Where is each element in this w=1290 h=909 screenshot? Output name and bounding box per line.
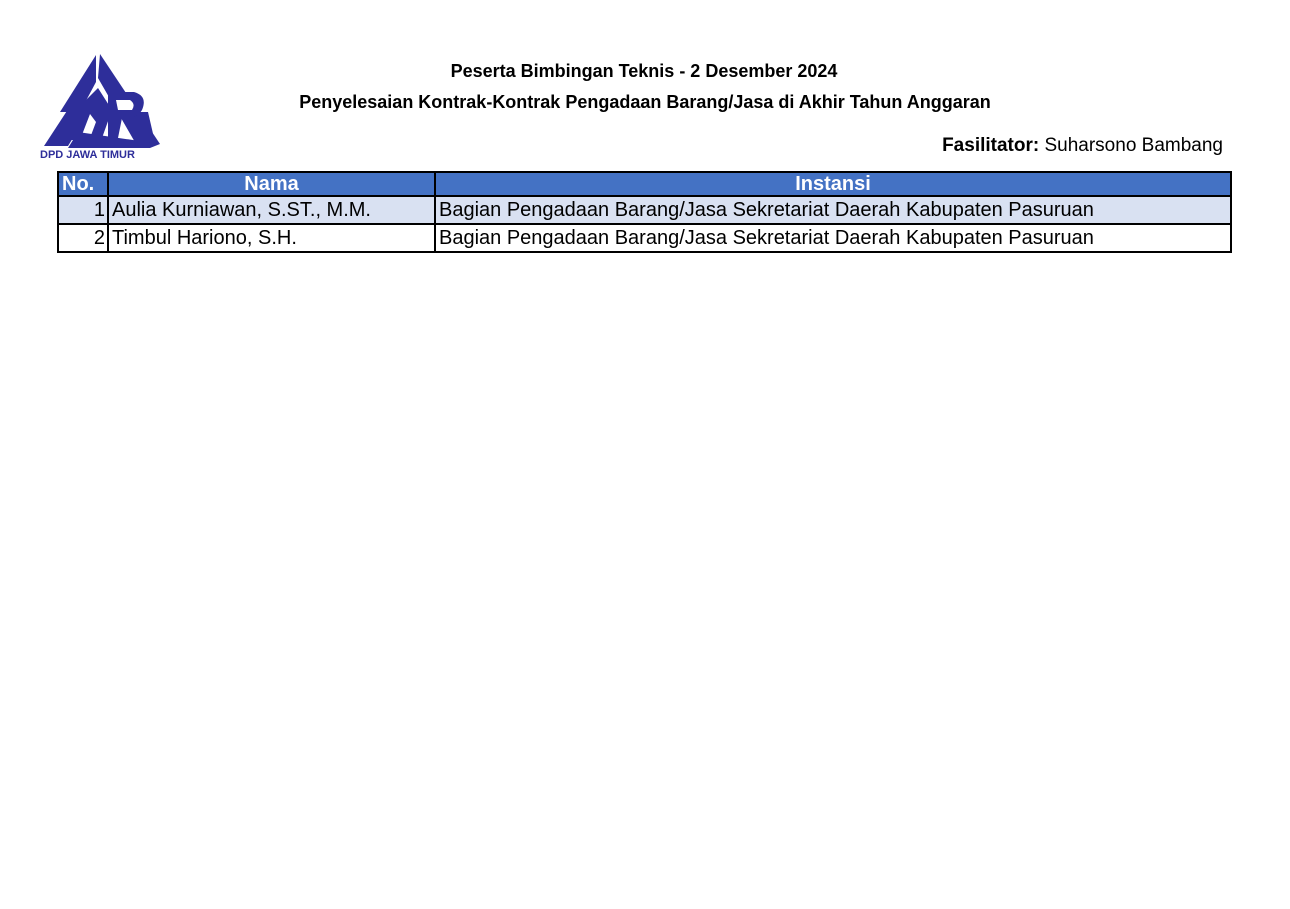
facilitator-name: Suharsono Bambang <box>1044 135 1223 156</box>
column-header-no: No. <box>58 172 108 196</box>
cell-nama: Timbul Hariono, S.H. <box>108 224 435 252</box>
column-header-nama: Nama <box>108 172 435 196</box>
cell-no: 1 <box>58 196 108 224</box>
table-row <box>58 196 1231 224</box>
page-subtitle: Penyelesaian Kontrak-Kontrak Pengadaan Barang/Jasa di Akhir Tahun Anggaran <box>299 92 991 112</box>
facilitator-line <box>942 135 1223 157</box>
table-header-row <box>58 172 1231 196</box>
page-title: Peserta Bimbingan Teknis - 2 Desember 2024 <box>450 61 838 81</box>
cell-no: 2 <box>58 224 108 252</box>
cell-instansi: Bagian Pengadaan Barang/Jasa Sekretariat Daerah Kabupaten Pasuruan <box>435 196 1231 224</box>
facilitator-label: Fasilitator: <box>942 135 1040 156</box>
cell-nama: Aulia Kurniawan, S.ST., M.M. <box>108 196 435 224</box>
participants-table <box>57 171 1232 253</box>
cell-instansi: Bagian Pengadaan Barang/Jasa Sekretariat Daerah Kabupaten Pasuruan <box>435 224 1231 252</box>
logo-caption: DPD JAWA TIMUR <box>40 149 135 160</box>
column-header-instansi: Instansi <box>435 172 1231 196</box>
table-row <box>58 224 1231 252</box>
